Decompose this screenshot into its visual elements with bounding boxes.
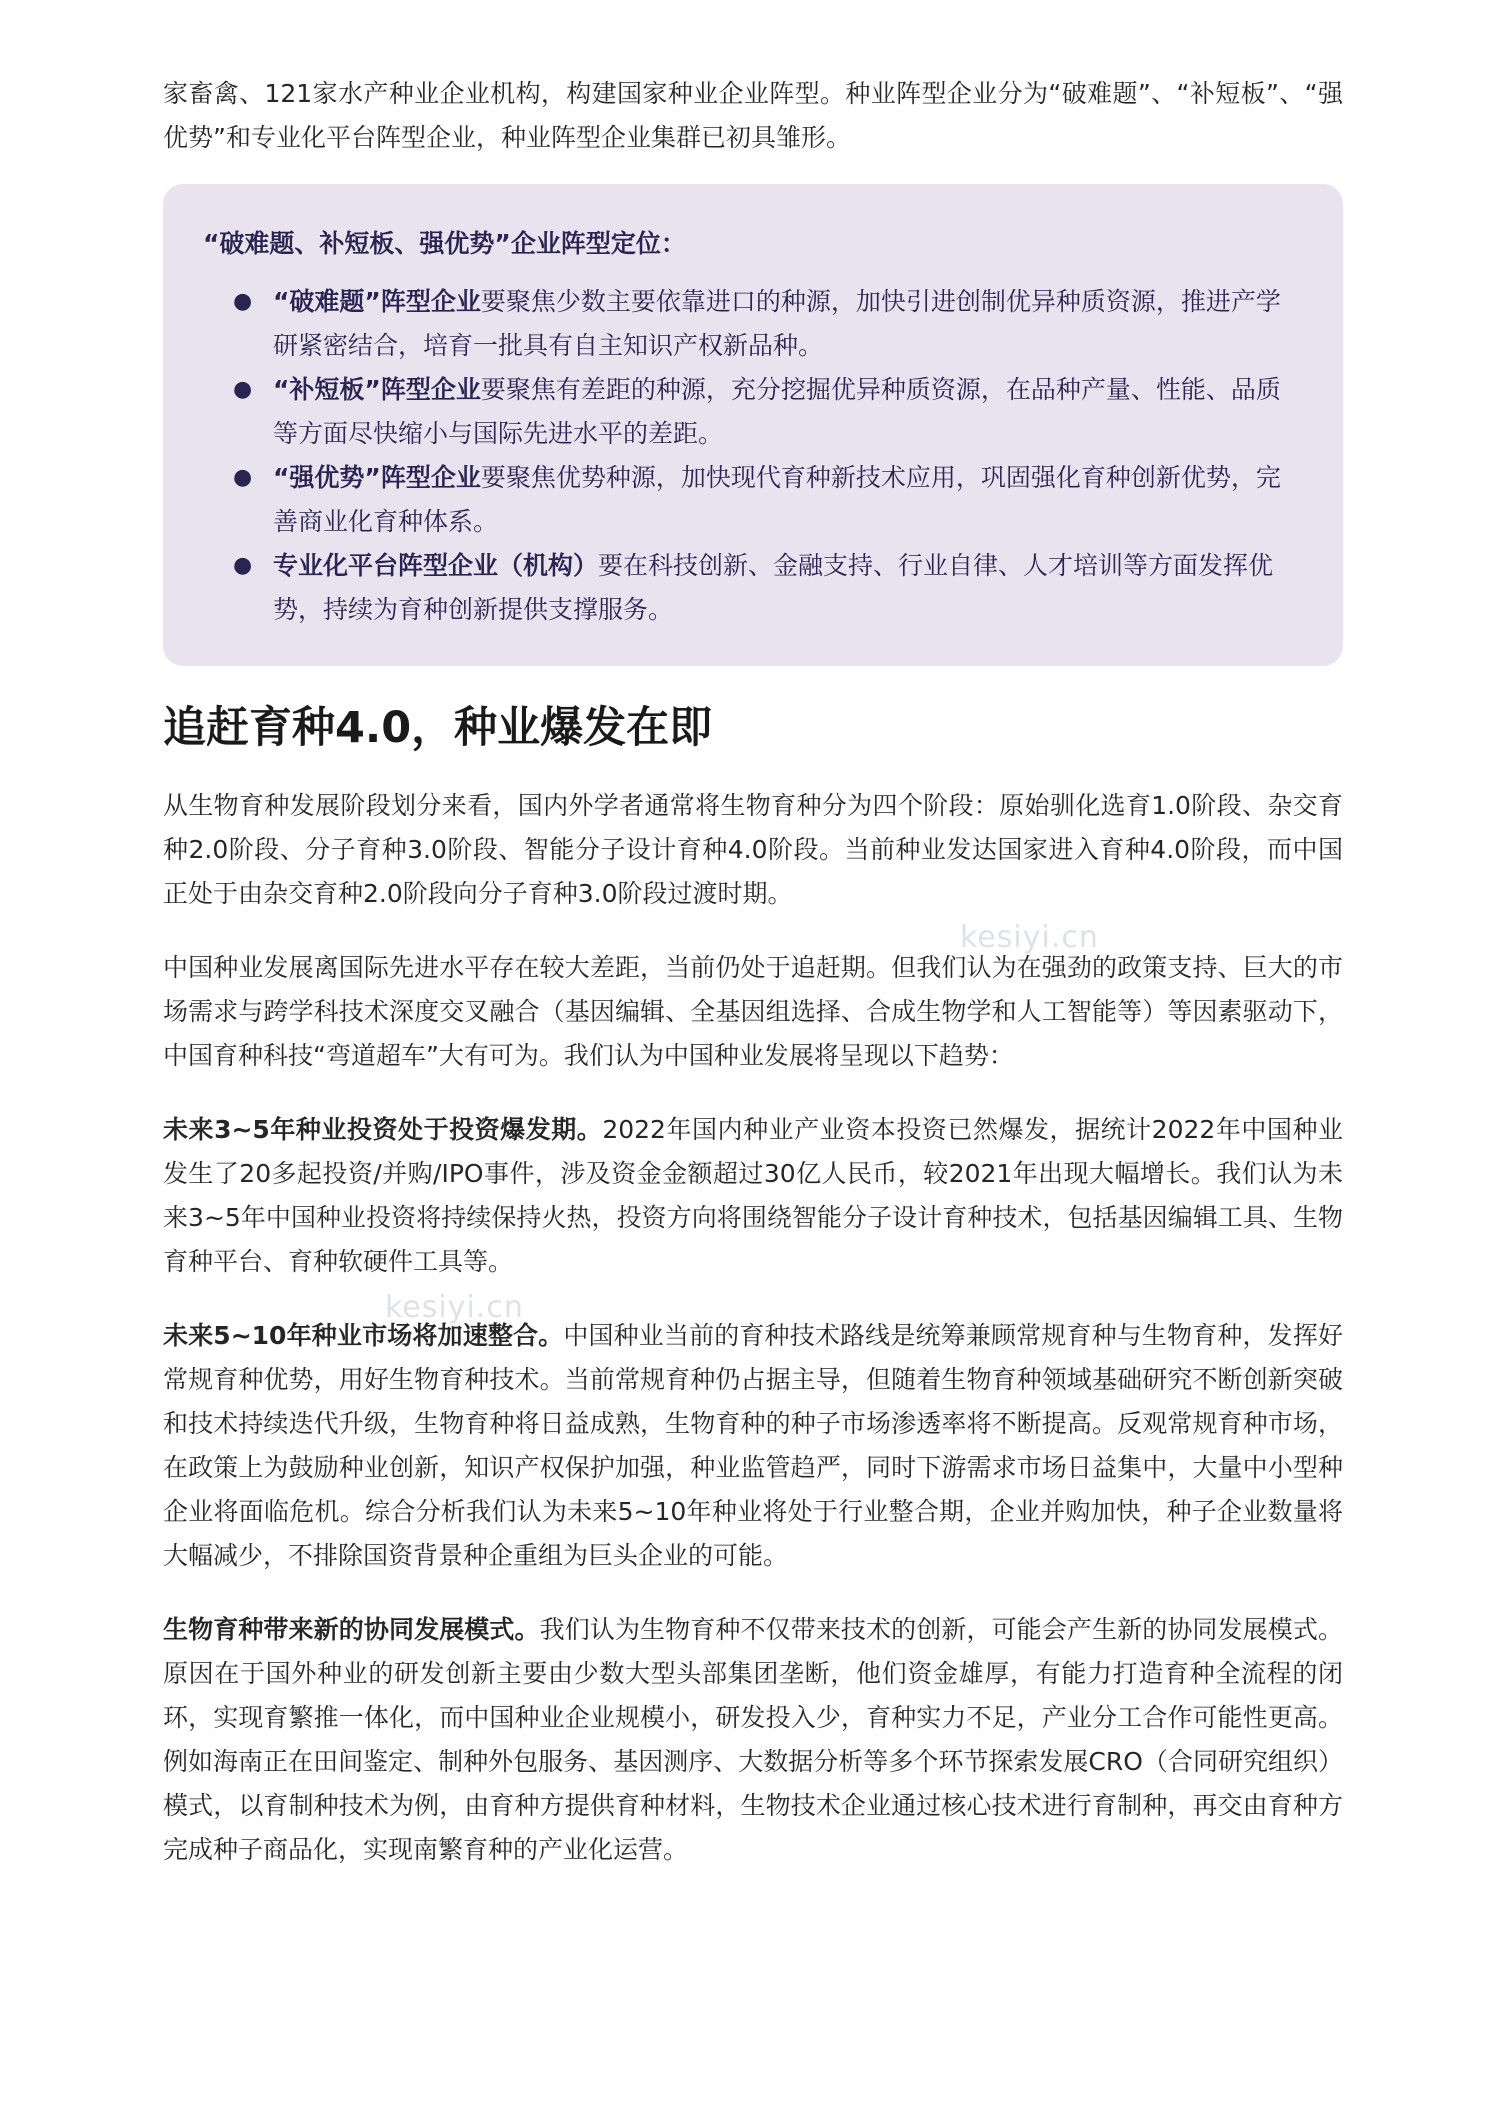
body-paragraph: 中国种业发展离国际先进水平存在较大差距，当前仍处于追赶期。但我们认为在强劲的政策支持、巨大的市场需求与跨学科技术深度交叉融合（基因编辑、全基因组选择、合成生物学和人工智能等）等因素驱动下，中国育种科技“弯道超车”大有可为。我们认为中国种业发展将呈现以下趋势：: [163, 953, 1343, 1070]
bullet-icon: ●: [233, 465, 253, 490]
watermark: kesiyi.cn: [960, 920, 1099, 955]
trend-lead: 生物育种带来新的协同发展模式。: [163, 1615, 540, 1644]
watermark: kesiyi.cn: [385, 1290, 524, 1325]
callout-item-text: 要聚焦优势种源，加快现代育种新技术应用，巩固强化育种创新优势，完善商业化育种体系。: [273, 463, 1281, 536]
trend-paragraph-consolidation: [163, 1314, 1343, 1578]
trend-text: 2022年国内种业产业资本投资已然爆发，据统计2022年中国种业发生了20多起投资/并购/IPO事件，涉及资金金额超过30亿人民币，较2021年出现大幅增长。我们认为未来3~5年中国种业投资将持续保持火热，投资方向将围绕智能分子设计育种技术，包括基因编辑工具、生物育种平台、育种软硬件工具等。: [163, 1115, 1343, 1276]
callout-item-text: 要在科技创新、金融支持、行业自律、人才培训等方面发挥优势，持续为育种创新提供支撑服务。: [273, 551, 1274, 624]
callout-list: [203, 280, 1303, 632]
trend-text: 中国种业当前的育种技术路线是统筹兼顾常规育种与生物育种，发挥好常规育种优势，用好生物育种技术。当前常规育种仍占据主导，但随着生物育种领域基础研究不断创新突破和技术持续迭代升级，生物育种将日益成熟，生物育种的种子市场渗透率将不断提高。反观常规育种市场，在政策上为鼓励种业创新，知识产权保护加强，种业监管趋严，同时下游需求市场日益集中，大量中小型种企业将面临危机。综合分析我们认为未来5~10年种业将处于行业整合期，企业并购加快，种子企业数量将大幅减少，不排除国资背景种企重组为巨头企业的可能。: [163, 1321, 1343, 1570]
body-paragraph: 从生物育种发展阶段划分来看，国内外学者通常将生物育种分为四个阶段：原始驯化选育1.0阶段、杂交育种2.0阶段、分子育种3.0阶段、智能分子设计育种4.0阶段。当前种业发达国家进入育种4.0阶段，而中国正处于由杂交育种2.0阶段向分子育种3.0阶段过渡时期。: [163, 791, 1343, 908]
intro-paragraph: 家畜禽、121家水产种业企业机构，构建国家种业企业阵型。种业阵型企业分为“破难题”、“补短板”、“强优势”和专业化平台阵型企业，种业阵型企业集群已初具雏形。: [163, 79, 1343, 152]
callout-item-qiang-you-shi: [233, 456, 1303, 544]
section-title: 追赶育种4.0，种业爆发在即: [163, 703, 713, 753]
bullet-icon: ●: [233, 289, 253, 314]
callout-item-lead: “强优势”阵型企业: [273, 463, 481, 492]
trend-lead: 未来5~10年种业市场将加速整合。: [163, 1321, 564, 1350]
trend-paragraph-collaboration: [163, 1608, 1343, 1872]
bullet-icon: ●: [233, 377, 253, 402]
callout-item-po-nan-ti: [233, 280, 1303, 368]
trend-paragraph-investment: [163, 1108, 1343, 1284]
trend-lead: 未来3~5年种业投资处于投资爆发期。: [163, 1115, 603, 1144]
callout-item-lead: “破难题”阵型企业: [273, 287, 481, 316]
callout-title: “破难题、补短板、强优势”企业阵型定位：: [203, 229, 686, 258]
callout-item-bu-duan-ban: [233, 368, 1303, 456]
callout-item-lead: 专业化平台阵型企业（机构）: [273, 551, 599, 580]
trend-text: 我们认为生物育种不仅带来技术的创新，可能会产生新的协同发展模式。原因在于国外种业的研发创新主要由少数大型头部集团垄断，他们资金雄厚，有能力打造育种全流程的闭环，实现育繁推一体化，而中国种业企业规模小，研发投入少，育种实力不足，产业分工合作可能性更高。例如海南正在田间鉴定、制种外包服务、基因测序、大数据分析等多个环节探索发展CRO（合同研究组织）模式，以育制种技术为例，由育种方提供育种材料，生物技术企业通过核心技术进行育制种，再交由育种方完成种子商品化，实现南繁育种的产业化运营。: [163, 1615, 1343, 1864]
callout-item-platform: [233, 544, 1303, 632]
callout-item-text: 要聚焦少数主要依靠进口的种源，加快引进创制优异种质资源，推进产学研紧密结合，培育一批具有自主知识产权新品种。: [273, 287, 1281, 360]
document-page: [163, 0, 1343, 1872]
positioning-callout: [163, 184, 1343, 666]
bullet-icon: ●: [233, 553, 253, 578]
callout-item-text: 要聚焦有差距的种源，充分挖掘优异种质资源，在品种产量、性能、品质等方面尽快缩小与国际先进水平的差距。: [273, 375, 1281, 448]
callout-item-lead: “补短板”阵型企业: [273, 375, 481, 404]
